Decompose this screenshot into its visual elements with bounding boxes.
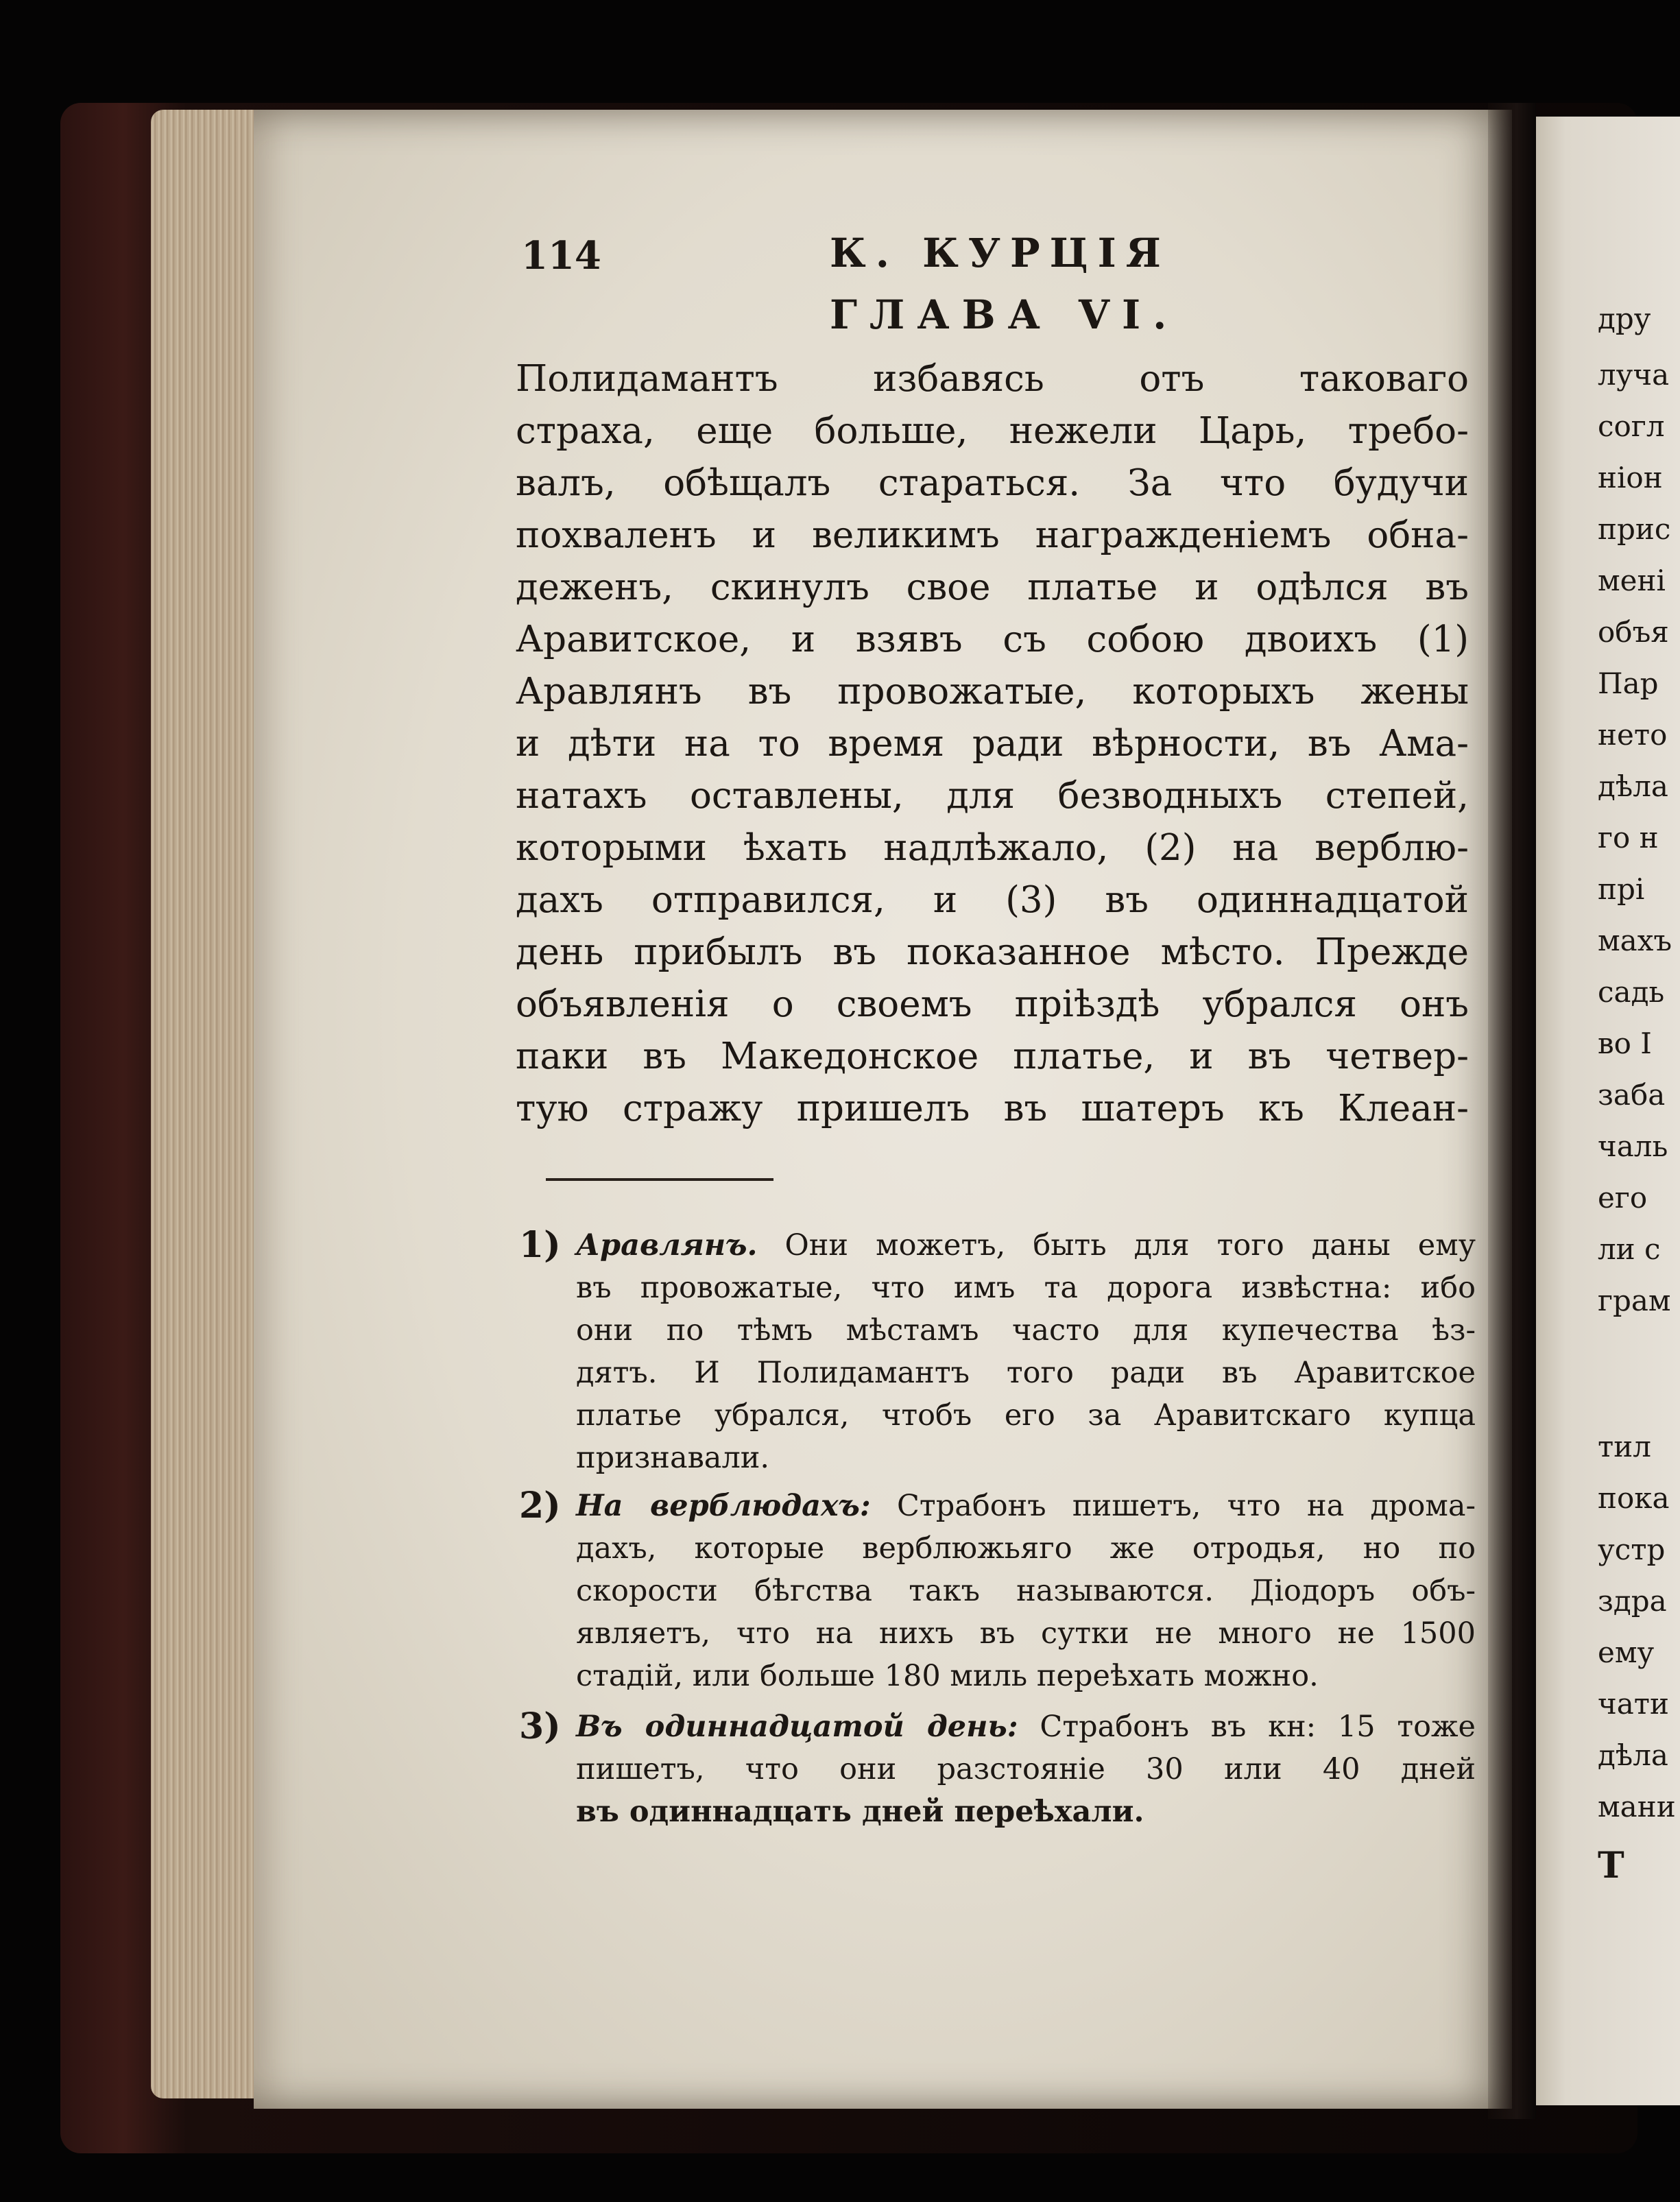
footnote-text: Они можетъ, быть для того даны ему (784, 1228, 1476, 1262)
footnote-line: въ провожатые, что имъ та дорога извѣстна: ибо (576, 1271, 1476, 1305)
facing-line: ему (1598, 1636, 1655, 1669)
footnote-line: стадій, или больше 180 миль переѣхать можно. (576, 1659, 1319, 1693)
facing-line: садь (1598, 975, 1665, 1009)
facing-line: пока (1598, 1481, 1670, 1515)
body-line: Аравлянъ въ провожатые, которыхъ жены (516, 671, 1469, 713)
footnote-line: въ одиннадцать дней переѣхали. (576, 1795, 1144, 1829)
footnote-line: скорости бѣгства такъ называются. Діодоръ объ- (576, 1574, 1476, 1608)
body-line: дахъ отправился, и (3) въ одиннадцатой (516, 879, 1469, 921)
footnote-term: На верблюдахъ: (576, 1489, 871, 1523)
footnote-marker: 2) (519, 1485, 561, 1527)
footnote-term: Въ одиннадцатой день: (576, 1710, 1018, 1744)
footnote-text: Страбонъ пишетъ, что на дрома- (897, 1489, 1476, 1523)
facing-line: дѣла (1598, 1738, 1668, 1772)
body-line: которыми ѣхать надлѣжало, (2) на верблю- (516, 827, 1469, 869)
body-line: натахъ оставлены, для безводныхъ степей, (516, 775, 1469, 817)
footnote-line: пишетъ, что они разстояніе 30 или 40 дней (576, 1752, 1476, 1786)
running-title: К. КУРЦІЯ (830, 230, 1171, 276)
facing-line: го н (1598, 821, 1659, 854)
facing-line: чати (1598, 1687, 1670, 1721)
facing-line: грам (1598, 1284, 1671, 1317)
footnote-marker: 1) (519, 1224, 561, 1266)
footnote-line: они по тѣмъ мѣстамъ часто для купечества ѣз- (576, 1313, 1476, 1348)
facing-line: чаль (1598, 1129, 1668, 1163)
body-line: страха, еще больше, нежели Царь, требо- (516, 410, 1469, 452)
footnote-line: являетъ, что на нихъ въ сутки не много не 1500 (576, 1616, 1476, 1651)
body-line: паки въ Македонское платье, и въ четвер- (516, 1036, 1469, 1077)
body-line: день прибылъ въ показанное мѣсто. Прежде (516, 931, 1469, 973)
facing-line: прі (1598, 872, 1645, 906)
facing-line: мани (1598, 1790, 1676, 1823)
footnote-line (576, 1485, 1476, 1527)
facing-line: Т (1598, 1845, 1624, 1887)
facing-line: дѣла (1598, 769, 1668, 803)
facing-line: его (1598, 1181, 1648, 1214)
chapter-title: ГЛАВА VI. (830, 291, 1179, 338)
facing-line: здра (1598, 1584, 1667, 1618)
facing-line: прис (1598, 512, 1671, 546)
facing-line: ніон (1598, 461, 1663, 494)
body-line: Полидамантъ избавясь отъ таковаго (516, 358, 1469, 400)
body-line: Аравитское, и взявъ съ собою двоихъ (1) (516, 619, 1469, 660)
facing-line: Пар (1598, 667, 1659, 700)
facing-line: тил (1598, 1430, 1651, 1463)
facing-line: ли с (1598, 1232, 1661, 1266)
body-line: похваленъ и великимъ награжденіемъ обна- (516, 514, 1469, 556)
facing-line: луча (1598, 358, 1670, 392)
footnote-line: дахъ, которые верблюжьяго же отродья, но по (576, 1531, 1476, 1566)
page-number: 114 (521, 233, 601, 278)
footnote-marker: 3) (519, 1706, 561, 1747)
body-line: валъ, обѣщалъ стараться. За что будучи (516, 462, 1469, 504)
footnote-line: признавали. (576, 1441, 770, 1475)
facing-line: нето (1598, 718, 1668, 752)
footnote-rule (546, 1178, 773, 1181)
body-line: тую стражу пришелъ въ шатеръ къ Клеан- (516, 1088, 1469, 1129)
facing-line: во І (1598, 1027, 1652, 1060)
facing-line: заба (1598, 1078, 1666, 1112)
footnote-line (576, 1706, 1476, 1748)
facing-line: махъ (1598, 924, 1672, 957)
body-line: и дѣти на то время ради вѣрности, въ Ама- (516, 723, 1469, 765)
footnote-line (576, 1224, 1476, 1267)
facing-line: мені (1598, 564, 1666, 597)
body-line: деженъ, скинулъ свое платье и одѣлся въ (516, 566, 1469, 608)
footnote-term: Аравлянъ. (576, 1228, 758, 1262)
footnote-line: дятъ. И Полидамантъ того ради въ Аравитское (576, 1356, 1476, 1390)
gutter-shadow (1488, 103, 1536, 2119)
footnote-text: Страбонъ въ кн: 15 тоже (1040, 1710, 1476, 1744)
footnote-line: платье убрался, чтобъ его за Аравитскаго купца (576, 1398, 1476, 1433)
facing-line: устр (1598, 1533, 1666, 1566)
facing-line: согл (1598, 409, 1665, 443)
body-line: объявленія о своемъ пріѣздѣ убрался онъ (516, 983, 1469, 1025)
facing-line: объя (1598, 615, 1669, 649)
facing-line: дру (1598, 302, 1651, 335)
